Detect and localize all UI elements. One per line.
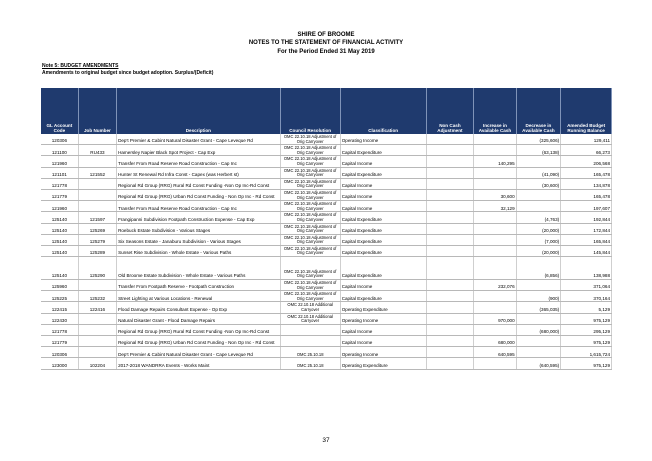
cell-non-cash-adjustment — [426, 324, 474, 335]
col-decrease-available-cash: Decrease in Available Cash — [516, 88, 561, 134]
col-job-number: Job Number — [78, 88, 116, 134]
cell-classification: Capital Income — [340, 201, 426, 212]
cell-non-cash-adjustment — [426, 245, 474, 256]
cell-increase-available-cash — [474, 134, 516, 145]
cell-non-cash-adjustment — [426, 302, 474, 313]
cell-increase-available-cash — [474, 291, 516, 302]
cell-classification: Capital Expenditure — [340, 234, 426, 245]
table-row — [41, 313, 612, 324]
report-period: For the Period Ended 31 May 2019 — [277, 49, 375, 55]
cell-non-cash-adjustment — [426, 313, 474, 324]
cell-increase-available-cash — [474, 245, 516, 256]
cell-amended-budget-balance: 66,273 — [561, 145, 612, 156]
cell-gl-account-code: 121778 — [41, 178, 78, 189]
budget-amendments-table — [41, 88, 612, 370]
cell-non-cash-adjustment — [426, 223, 474, 234]
cell-increase-available-cash — [474, 324, 516, 335]
cell-increase-available-cash — [474, 212, 516, 223]
table-row — [41, 145, 612, 156]
cell-gl-account-code: 121101 — [41, 167, 78, 178]
cell-non-cash-adjustment — [426, 234, 474, 245]
cell-council-resolution — [280, 336, 340, 347]
cell-job-number: 121552 — [78, 167, 116, 178]
cell-decrease-available-cash — [516, 189, 561, 200]
cell-gl-account-code: 122430 — [41, 313, 78, 324]
cell-job-number — [78, 336, 116, 347]
cell-classification: Capital Income — [340, 189, 426, 200]
table-row — [41, 257, 612, 280]
cell-council-resolution: OMC 22.10.18 Adjustment of Orig Carryover — [280, 212, 340, 223]
cell-council-resolution: OMC 22.10.18 Adjustment of Orig Carryover — [280, 223, 340, 234]
cell-amended-budget-balance: 138,988 — [561, 257, 612, 280]
cell-description: Hamersley Napier Black Spot Project - Cap Exp — [117, 145, 281, 156]
cell-council-resolution: OMC 25.10.18 — [280, 347, 340, 358]
cell-decrease-available-cash: (41,090) — [516, 167, 561, 178]
cell-description: Natural Disaster Grant - Flood Damage Repairs — [117, 313, 281, 324]
cell-description: Six Seasons Estate - Janaburu Subdivision - Various Stages — [117, 234, 281, 245]
cell-classification: Capital Income — [340, 156, 426, 167]
table-row — [41, 201, 612, 212]
table-row — [41, 291, 612, 302]
cell-gl-account-code: 125140 — [41, 257, 78, 280]
cell-job-number: RU433 — [78, 145, 116, 156]
table-row — [41, 347, 612, 358]
cell-council-resolution: OMC 22.10.18 Additional Carryover — [280, 302, 340, 313]
cell-gl-account-code: 120306 — [41, 347, 78, 358]
cell-council-resolution: OMC 22.10.18 Adjustment of Orig Carryover — [280, 201, 340, 212]
cell-council-resolution: OMC 22.10.18 Adjustment of Orig Carryover — [280, 245, 340, 256]
cell-decrease-available-cash: (900) — [516, 291, 561, 302]
cell-decrease-available-cash: (30,600) — [516, 178, 561, 189]
cell-decrease-available-cash — [516, 313, 561, 324]
cell-amended-budget-balance: 134,878 — [561, 178, 612, 189]
cell-gl-account-code: 121779 — [41, 336, 78, 347]
cell-amended-budget-balance: 370,164 — [561, 291, 612, 302]
cell-description: Roebuck Estate Subdivision - Various Stages — [117, 223, 281, 234]
col-council-resolution: Council Resolution — [280, 88, 340, 134]
cell-amended-budget-balance: 172,844 — [561, 223, 612, 234]
table-row — [41, 234, 612, 245]
cell-decrease-available-cash: (7,000) — [516, 234, 561, 245]
cell-gl-account-code: 125225 — [41, 291, 78, 302]
cell-non-cash-adjustment — [426, 291, 474, 302]
cell-amended-budget-balance: 1,615,724 — [561, 347, 612, 358]
table-row — [41, 156, 612, 167]
cell-amended-budget-balance: 5,129 — [561, 302, 612, 313]
cell-increase-available-cash: 680,000 — [474, 336, 516, 347]
cell-council-resolution: OMC 22.10.18 Adjustment of Orig Carryover — [280, 178, 340, 189]
cell-gl-account-code: 122415 — [41, 302, 78, 313]
cell-increase-available-cash: 232,076 — [474, 280, 516, 291]
page-number: 37 — [322, 437, 330, 444]
cell-amended-budget-balance: 975,129 — [561, 313, 612, 324]
col-increase-available-cash: Increase in Available Cash — [474, 88, 516, 134]
cell-description: Dep't Premier & Cabint Natural Disaster Grant - Cape Leveque Rd — [117, 347, 281, 358]
cell-description: Street Lighting at Various Locations - Renewal — [117, 291, 281, 302]
cell-increase-available-cash: 32,129 — [474, 201, 516, 212]
table-row — [41, 178, 612, 189]
cell-council-resolution — [280, 324, 340, 335]
cell-non-cash-adjustment — [426, 145, 474, 156]
cell-council-resolution: OMC 22.10.18 Adjustment of Orig Carryover — [280, 189, 340, 200]
cell-job-number: 125232 — [78, 291, 116, 302]
col-description: Description — [117, 88, 281, 134]
cell-gl-account-code: 121960 — [41, 201, 78, 212]
cell-job-number — [78, 201, 116, 212]
cell-job-number — [78, 178, 116, 189]
cell-classification: Operating Income — [340, 134, 426, 145]
cell-description: Transfer From Road Reserve Road Construction - Cap Inc — [117, 156, 281, 167]
table-row — [41, 134, 612, 145]
cell-increase-available-cash — [474, 358, 516, 369]
cell-decrease-available-cash — [516, 201, 561, 212]
cell-gl-account-code: 120306 — [41, 134, 78, 145]
col-gl-account-code: GL Account Code — [41, 88, 78, 134]
cell-classification: Capital Expenditure — [340, 245, 426, 256]
table-row — [41, 245, 612, 256]
cell-job-number — [78, 189, 116, 200]
table-row — [41, 212, 612, 223]
cell-increase-available-cash: 970,000 — [474, 313, 516, 324]
cell-description: Transfer From Road Reserve Road Construction - Cap Inc — [117, 201, 281, 212]
cell-decrease-available-cash — [516, 347, 561, 358]
cell-council-resolution: OMC 22.10.18 Adjustment of Orig Carryover — [280, 145, 340, 156]
cell-increase-available-cash — [474, 223, 516, 234]
cell-gl-account-code: 125960 — [41, 280, 78, 291]
cell-job-number: 122416 — [78, 302, 116, 313]
cell-non-cash-adjustment — [426, 347, 474, 358]
table-row — [41, 324, 612, 335]
cell-classification: Capital Income — [340, 336, 426, 347]
cell-classification: Capital Income — [340, 324, 426, 335]
cell-job-number — [78, 156, 116, 167]
cell-amended-budget-balance: 975,129 — [561, 336, 612, 347]
cell-non-cash-adjustment — [426, 167, 474, 178]
cell-description: Sunset Rise Subdivision - Whole Estate - Various Paths — [117, 245, 281, 256]
cell-job-number: 125269 — [78, 223, 116, 234]
cell-description: 2017-2018 WANDRRA Events - Works Maint — [117, 358, 281, 369]
cell-council-resolution: OMC 22.10.18 Adjustment of Orig Carryover — [280, 156, 340, 167]
cell-decrease-available-cash: (63,138) — [516, 145, 561, 156]
cell-increase-available-cash: 640,595 — [474, 347, 516, 358]
cell-gl-account-code: 125140 — [41, 245, 78, 256]
report-title: NOTES TO THE STATEMENT OF FINANCIAL ACTIVITY — [248, 40, 404, 46]
cell-decrease-available-cash: (6,856) — [516, 257, 561, 280]
table-body — [41, 134, 612, 369]
cell-classification: Operating Expenditure — [340, 358, 426, 369]
cell-increase-available-cash — [474, 302, 516, 313]
cell-gl-account-code: 125140 — [41, 212, 78, 223]
cell-job-number: 125290 — [78, 257, 116, 280]
cell-decrease-available-cash: (680,000) — [516, 324, 561, 335]
col-classification: Classification — [340, 88, 426, 134]
cell-amended-budget-balance: 206,568 — [561, 156, 612, 167]
cell-description: Regional Rd Group (RRG) Urban Rd Const Funding - Non Op Inc - Rd Const — [117, 336, 281, 347]
cell-decrease-available-cash: (325,606) — [516, 134, 561, 145]
cell-decrease-available-cash: (20,000) — [516, 245, 561, 256]
table-row — [41, 336, 612, 347]
cell-council-resolution: OMC 22.10.18 Adjustment of Orig Carryover — [280, 291, 340, 302]
cell-classification: Capital Expenditure — [340, 257, 426, 280]
cell-gl-account-code: 121960 — [41, 156, 78, 167]
table-header-row — [41, 88, 612, 134]
cell-non-cash-adjustment — [426, 358, 474, 369]
cell-description: Regional Rd Group (RRG) Rural Rd Const Funding -Non Op Inc-Rd Const — [117, 324, 281, 335]
note-title: Note 5: BUDGET AMENDMENTS — [42, 63, 119, 69]
cell-description: Frangipanni Subdivision Footpath Construction Expense - Cap Exp — [117, 212, 281, 223]
cell-gl-account-code: 121100 — [41, 145, 78, 156]
cell-classification: Operating Income — [340, 347, 426, 358]
cell-classification: Capital Income — [340, 280, 426, 291]
cell-decrease-available-cash — [516, 156, 561, 167]
cell-classification: Capital Expenditure — [340, 145, 426, 156]
cell-amended-budget-balance: 192,844 — [561, 212, 612, 223]
cell-increase-available-cash — [474, 234, 516, 245]
cell-gl-account-code: 125140 — [41, 223, 78, 234]
cell-job-number — [78, 134, 116, 145]
cell-description: Dep't Premier & Cabint Natural Disaster Grant - Cape Leveque Rd — [117, 134, 281, 145]
cell-classification: Capital Expenditure — [340, 167, 426, 178]
cell-amended-budget-balance: 197,607 — [561, 201, 612, 212]
cell-increase-available-cash: 140,295 — [474, 156, 516, 167]
cell-non-cash-adjustment — [426, 134, 474, 145]
cell-council-resolution: OMC 22.10.18 Adjustment of Orig Carryover — [280, 167, 340, 178]
cell-description: Flood Damage Repairs Consultant Expense - Op Exp — [117, 302, 281, 313]
cell-council-resolution: OMC 22.10.18 Adjustment of Orig Carryover — [280, 280, 340, 291]
cell-council-resolution: OMC 22.10.18 Adjustment of Orig Carryover — [280, 134, 340, 145]
cell-description: Regional Rd Group (RRG) Rural Rd Const Funding -Non Op Inc-Rd Const — [117, 178, 281, 189]
cell-description: Transfer From Footpath Reserve - Footpath Construction — [117, 280, 281, 291]
cell-increase-available-cash: 30,600 — [474, 189, 516, 200]
cell-job-number: 125289 — [78, 245, 116, 256]
cell-council-resolution: OMC 22.10.18 Adjustment of Orig Carryover — [280, 257, 340, 280]
cell-job-number — [78, 313, 116, 324]
cell-increase-available-cash — [474, 178, 516, 189]
cell-job-number — [78, 280, 116, 291]
cell-classification: Operating Expenditure — [340, 302, 426, 313]
col-non-cash-adjustment: Non Cash Adjustment — [426, 88, 474, 134]
cell-non-cash-adjustment — [426, 280, 474, 291]
cell-decrease-available-cash: (365,035) — [516, 302, 561, 313]
cell-decrease-available-cash — [516, 280, 561, 291]
cell-amended-budget-balance: 975,129 — [561, 358, 612, 369]
cell-classification: Capital Expenditure — [340, 212, 426, 223]
cell-classification: Capital Income — [340, 178, 426, 189]
cell-amended-budget-balance: 129,411 — [561, 134, 612, 145]
cell-gl-account-code: 121778 — [41, 324, 78, 335]
col-amended-budget-balance: Amended Budget Running Balance — [561, 88, 612, 134]
cell-amended-budget-balance: 145,844 — [561, 245, 612, 256]
report-organisation: SHIRE OF BROOME — [297, 32, 355, 38]
cell-increase-available-cash — [474, 145, 516, 156]
cell-decrease-available-cash: (640,595) — [516, 358, 561, 369]
cell-non-cash-adjustment — [426, 178, 474, 189]
cell-job-number: 121597 — [78, 212, 116, 223]
cell-description: Regional Rd Group (RRG) Urban Rd Const Funding - Non Op Inc - Rd Const — [117, 189, 281, 200]
table-row — [41, 280, 612, 291]
cell-job-number — [78, 347, 116, 358]
cell-amended-budget-balance: 295,129 — [561, 324, 612, 335]
table-row — [41, 189, 612, 200]
cell-classification: Capital Expenditure — [340, 223, 426, 234]
cell-non-cash-adjustment — [426, 189, 474, 200]
cell-amended-budget-balance: 165,478 — [561, 189, 612, 200]
cell-gl-account-code: 121779 — [41, 189, 78, 200]
cell-amended-budget-balance: 165,478 — [561, 167, 612, 178]
table-row — [41, 358, 612, 369]
cell-job-number — [78, 324, 116, 335]
cell-non-cash-adjustment — [426, 257, 474, 280]
table-row — [41, 223, 612, 234]
cell-council-resolution: OMC 25.10.18 — [280, 358, 340, 369]
cell-classification: Capital Expenditure — [340, 291, 426, 302]
cell-decrease-available-cash — [516, 336, 561, 347]
cell-non-cash-adjustment — [426, 212, 474, 223]
note-subtitle: Amendments to original budget since budget adoption. Surplus/(Deficit) — [42, 70, 214, 76]
cell-council-resolution: OMC 22.10.18 Adjustment of Orig Carryover — [280, 234, 340, 245]
cell-job-number: 125279 — [78, 234, 116, 245]
table-row — [41, 302, 612, 313]
cell-decrease-available-cash: (20,000) — [516, 223, 561, 234]
cell-amended-budget-balance: 165,844 — [561, 234, 612, 245]
cell-increase-available-cash — [474, 167, 516, 178]
cell-gl-account-code: 125140 — [41, 234, 78, 245]
cell-decrease-available-cash: (4,763) — [516, 212, 561, 223]
cell-gl-account-code: 123000 — [41, 358, 78, 369]
cell-job-number: 102204 — [78, 358, 116, 369]
cell-council-resolution: OMC 22.10.18 Additional Carryover — [280, 313, 340, 324]
cell-classification: Operating Income — [340, 313, 426, 324]
cell-description: Hunter St Renewal Rd Infra Const - Capex (was Herbert st) — [117, 167, 281, 178]
cell-non-cash-adjustment — [426, 336, 474, 347]
cell-amended-budget-balance: 371,064 — [561, 280, 612, 291]
cell-increase-available-cash — [474, 257, 516, 280]
cell-non-cash-adjustment — [426, 201, 474, 212]
cell-description: Old Broome Estate Subdivision - Whole Estate - Various Paths — [117, 257, 281, 280]
table-row — [41, 167, 612, 178]
cell-non-cash-adjustment — [426, 156, 474, 167]
